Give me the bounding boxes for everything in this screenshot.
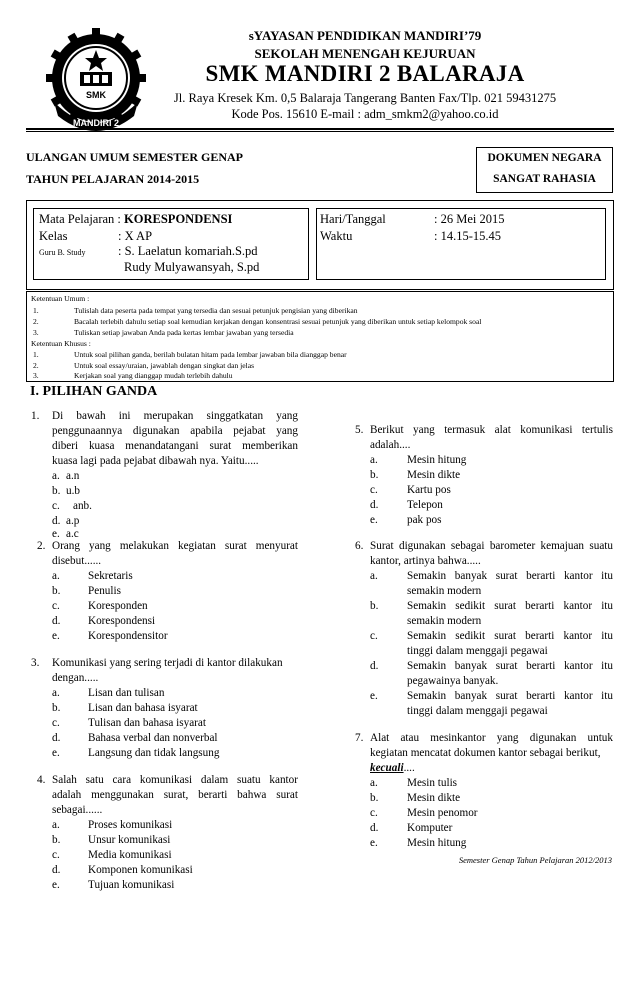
option-letter: e. xyxy=(52,747,60,759)
option-text: Lisan dan tulisan xyxy=(88,687,165,699)
option-letter: d. xyxy=(370,822,379,834)
option-letter: b. xyxy=(370,600,379,612)
question-text: sebagai...... xyxy=(52,804,103,816)
rule-text: Bacalah terlebih dahulu setiap soal kemudian kerjakan dengan konsentrasi sesuai petunjuk yang diberikan untuk setiap kelompok soal xyxy=(74,317,482,326)
option-text: Mesin dikte xyxy=(407,469,461,481)
question-text: Salah satu cara komunikasi dalam suatu kantor xyxy=(52,774,298,786)
option-letter: a. xyxy=(370,777,378,789)
question-number: 3. xyxy=(31,657,40,669)
option-letter: e. xyxy=(52,630,60,642)
option-letter: c. xyxy=(52,500,60,512)
option-text: u.b xyxy=(66,485,80,497)
option-text: Mesin penomor xyxy=(407,807,478,819)
option-letter: c. xyxy=(52,849,60,861)
rule-number: 2. xyxy=(33,317,39,326)
option-letter: d. xyxy=(52,732,61,744)
option-text: Korespondensi xyxy=(88,615,156,627)
school-type: SEKOLAH MENENGAH KEJURUAN xyxy=(254,46,476,61)
option-text: Semakin banyak surat berarti kantor itu xyxy=(407,570,613,582)
rule-number: 1. xyxy=(33,350,39,359)
option-text: Mesin tulis xyxy=(407,777,458,789)
option-text: semakin modern xyxy=(407,585,482,597)
option-letter: a. xyxy=(52,570,60,582)
question-text: disebut...... xyxy=(52,555,102,567)
option-text: pegawainya banyak. xyxy=(407,675,499,687)
option-text: Sekretaris xyxy=(88,570,133,582)
rule-text: Tuliskan setiap jawaban Anda pada kertas lembar jawaban yang tersedia xyxy=(74,328,294,337)
rule-text: Untuk soal pilihan ganda, berilah bulatan hitam pada lembar jawaban bila dianggap benar xyxy=(74,350,347,359)
general-rules-title: Ketentuan Umum : xyxy=(31,294,90,303)
option-text: anb. xyxy=(73,500,92,512)
option-letter: e. xyxy=(370,837,378,849)
option-letter: d. xyxy=(370,499,379,511)
option-text: a.p xyxy=(66,515,80,527)
question-text: Orang yang melakukan kegiatan surat menyurat xyxy=(52,540,298,552)
question-number: 5. xyxy=(355,424,364,436)
question-text: Alat atau mesinkantor yang digunakan untuk xyxy=(370,732,613,744)
class-value: : X AP xyxy=(118,229,153,243)
question-text: Surat digunakan sebagai barometer kemajuan suatu xyxy=(370,540,613,552)
classification-label-2: SANGAT RAHASIA xyxy=(493,173,596,185)
question-text: adalah.... xyxy=(370,439,411,451)
option-text: Telepon xyxy=(407,499,443,511)
option-text: Langsung dan tidak langsung xyxy=(88,747,220,759)
logo-building-icon xyxy=(80,72,112,86)
question-text: kuasa lagi pada pejabat dibawah nya. Yaitu..... xyxy=(52,455,259,467)
exam-year: TAHUN PELAJARAN 2014-2015 xyxy=(26,172,200,186)
question-text: kegiatan mencatat dokumen kantor sebagai berikut, xyxy=(370,747,601,759)
school-logo xyxy=(40,24,152,136)
section-title: I. PILIHAN GANDA xyxy=(30,384,158,399)
option-letter: d. xyxy=(52,515,61,527)
page-footer: Semester Genap Tahun Pelajaran 2012/2013 xyxy=(458,855,612,865)
option-letter: d. xyxy=(370,660,379,672)
question-text-ellipsis: .... xyxy=(403,762,415,774)
option-letter: a. xyxy=(370,570,378,582)
option-text: Lisan dan bahasa isyarat xyxy=(88,702,198,714)
option-text: Mesin hitung xyxy=(407,837,467,849)
option-text: pak pos xyxy=(407,514,442,526)
option-text: Penulis xyxy=(88,585,121,597)
date-value: : 26 Mei 2015 xyxy=(434,212,505,226)
foundation-name: sYAYASAN PENDIDIKAN MANDIRI’79 xyxy=(248,28,482,43)
school-contact: Kode Pos. 15610 E-mail : adm_smkm2@yahoo.co.id xyxy=(231,107,499,121)
option-text: Komputer xyxy=(407,822,453,834)
option-text: Proses komunikasi xyxy=(88,819,173,831)
option-letter: a. xyxy=(370,454,378,466)
teacher-label: Guru B. Study xyxy=(39,248,86,257)
option-text: Korespondensitor xyxy=(88,630,168,642)
exam-title: ULANGAN UMUM SEMESTER GENAP xyxy=(26,150,244,164)
option-letter: b. xyxy=(370,792,379,804)
option-text: semakin modern xyxy=(407,615,482,627)
option-letter: e. xyxy=(52,528,60,540)
option-text: Kartu pos xyxy=(407,484,451,496)
date-label: Hari/Tanggal xyxy=(320,212,386,226)
option-text: Komponen komunikasi xyxy=(88,864,193,876)
question-number: 7. xyxy=(355,732,364,744)
option-letter: d. xyxy=(52,864,61,876)
option-letter: c. xyxy=(52,600,60,612)
classification-box xyxy=(476,147,613,193)
question-text: Komunikasi yang sering terjadi di kantor dilakukan xyxy=(52,657,283,669)
option-letter: a. xyxy=(52,819,60,831)
question-text: adalah menggunakan surat, berarti bahwa surat xyxy=(52,789,298,801)
option-text: Semakin banyak surat berarti kantor itu xyxy=(407,660,613,672)
school-name: SMK MANDIRI 2 BALARAJA xyxy=(205,61,525,86)
question-text: Berikut yang termasuk alat komunikasi tertulis xyxy=(370,424,613,436)
question-text: diberi kuasa menandatangani surat memberikan xyxy=(52,440,298,452)
option-text: Tulisan dan bahasa isyarat xyxy=(88,717,206,729)
option-letter: e. xyxy=(370,690,378,702)
subject-line xyxy=(39,212,232,227)
letterhead-divider xyxy=(26,128,614,130)
option-letter: d. xyxy=(52,615,61,627)
option-letter: b. xyxy=(52,834,61,846)
option-text: Semakin sedikit surat berarti kantor itu xyxy=(407,600,613,612)
question-number: 4. xyxy=(37,774,46,786)
rule-text: Tulislah data peserta pada tempat yang tersedia dan sesuai petunjuk pengisian yang diberikan xyxy=(74,306,358,315)
teacher-name-1: : S. Laelatun komariah.S.pd xyxy=(118,244,258,258)
option-letter: b. xyxy=(52,585,61,597)
emphasis-word: kecuali xyxy=(370,762,404,774)
logo-text-bottom: MANDIRI 2 xyxy=(72,118,120,128)
class-label: Kelas xyxy=(39,229,68,243)
question-text: Di bawah ini merupakan singgatkatan yang xyxy=(52,410,298,422)
question-text-last xyxy=(370,762,415,774)
option-text: tinggi dalam menggaji pegawai xyxy=(407,645,548,657)
question-number: 6. xyxy=(355,540,364,552)
option-letter: c. xyxy=(370,807,378,819)
option-text: Semakin sedikit surat berarti kantor itu xyxy=(407,630,613,642)
option-letter: e. xyxy=(370,514,378,526)
option-text: Unsur komunikasi xyxy=(88,834,171,846)
rule-number: 2. xyxy=(33,361,39,370)
option-letter: e. xyxy=(52,879,60,891)
option-text: a.n xyxy=(66,470,80,482)
rule-number: 3. xyxy=(33,371,39,380)
option-text: Media komunikasi xyxy=(88,849,172,861)
option-text: Mesin hitung xyxy=(407,454,467,466)
question-number: 2. xyxy=(37,540,46,552)
rule-text: Kerjakan soal yang dianggap mudah terlebih dahulu xyxy=(74,371,233,380)
question-number: 1. xyxy=(31,410,40,422)
option-text: Bahasa verbal dan nonverbal xyxy=(88,732,218,744)
rule-number: 3. xyxy=(33,328,39,337)
subject-value: KORESPONDENSI xyxy=(124,212,233,226)
option-text: Semakin banyak surat berarti kantor itu xyxy=(407,690,613,702)
option-text: Koresponden xyxy=(88,600,148,612)
time-value: : 14.15-15.45 xyxy=(434,229,502,243)
option-text: tinggi dalam menggaji pegawai xyxy=(407,705,548,717)
question-text: kantor, artinya bahwa..... xyxy=(370,555,481,567)
option-letter: b. xyxy=(52,485,61,497)
option-text: Mesin dikte xyxy=(407,792,461,804)
option-letter: a. xyxy=(52,470,60,482)
teacher-name-2: Rudy Mulyawansyah, S.pd xyxy=(124,260,260,274)
option-letter: c. xyxy=(52,717,60,729)
option-letter: a. xyxy=(52,687,60,699)
subject-label: Mata Pelajaran : xyxy=(39,212,125,226)
school-address: Jl. Raya Kresek Km. 0,5 Balaraja Tangerang Banten Fax/Tlp. 021 59431275 xyxy=(173,91,557,105)
option-letter: c. xyxy=(370,630,378,642)
option-text: Tujuan komunikasi xyxy=(88,879,175,891)
option-letter: b. xyxy=(370,469,379,481)
time-label: Waktu xyxy=(320,229,353,243)
question-text: penggunaannya digunakan apabila pejabat yang xyxy=(52,425,298,437)
option-letter: c. xyxy=(370,484,378,496)
option-text: a.c xyxy=(66,528,79,540)
letterhead-divider-thin xyxy=(26,131,614,132)
special-rules-title: Ketentuan Khusus : xyxy=(31,339,91,348)
classification-label-1: DOKUMEN NEGARA xyxy=(487,152,602,164)
logo-text-top: SMK xyxy=(86,90,106,100)
rule-text: Untuk soal essay/uraian, jawablah dengan singkat dan jelas xyxy=(74,361,255,370)
question-text: dengan..... xyxy=(52,672,99,684)
rule-number: 1. xyxy=(33,306,39,315)
option-letter: b. xyxy=(52,702,61,714)
